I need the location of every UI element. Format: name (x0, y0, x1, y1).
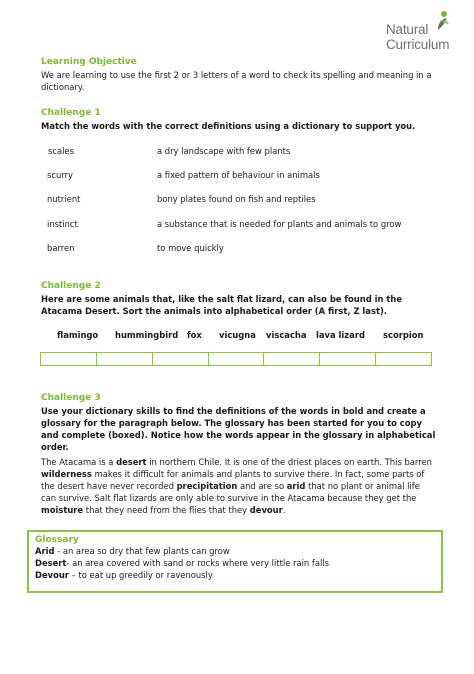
bold-word: desert (116, 457, 147, 467)
answer-box[interactable] (209, 353, 265, 365)
leaf-figure-icon (434, 10, 452, 32)
match-word: instinct (47, 219, 78, 229)
animal-word: scorpion (383, 330, 424, 340)
answer-box[interactable] (41, 353, 97, 365)
animal-word: flamingo (57, 330, 99, 340)
challenge2-heading: Challenge 2 (41, 281, 101, 291)
glossary-box (27, 530, 443, 593)
bold-word: precipitation (176, 481, 238, 491)
learning-objective-text: We are learning to use the first 2 or 3 letters of a word to check its spelling and meaning in a dictionary. (41, 70, 432, 92)
match-definition: to move quickly (157, 243, 224, 253)
animal-word: lava lizard (316, 330, 365, 340)
match-definition: a substance that is needed for plants and animals to grow (157, 219, 402, 229)
bold-word: devour (249, 505, 283, 515)
challenge1-instruction: Match the words with the correct definitions using a dictionary to support you. (41, 121, 416, 131)
glossary-heading: Glossary (35, 535, 79, 545)
challenge3-heading: Challenge 3 (41, 393, 101, 403)
answer-box[interactable] (320, 353, 376, 365)
animal-word: viscacha (266, 330, 307, 340)
animal-word: hummingbird (115, 330, 179, 340)
challenge2-instruction: Here are some animals that, like the salt flat lizard, can also be found in the Atacama Desert. Sort the animals into alphabetical order (A first, Z last). (41, 294, 403, 316)
match-definition: a dry landscape with few plants (157, 146, 291, 156)
answer-box[interactable] (153, 353, 209, 365)
animal-word: fox (187, 330, 202, 340)
glossary-entry: Devour – to eat up greedily or ravenously (35, 570, 213, 580)
alphabetical-order-boxes (40, 352, 432, 366)
challenge3-instruction: Use your dictionary skills to find the definitions of the words in bold and create a glossary for the paragraph below. The glossary has been started for you to copy and complete (boxed). Notice how the words appear in the glossary in alphabetical order. (41, 406, 436, 452)
challenge1-heading: Challenge 1 (41, 108, 101, 118)
animal-word: vicugna (219, 330, 256, 340)
glossary-entry: Arid - an area so dry that few plants can grow (35, 546, 230, 556)
bold-word: moisture (41, 505, 84, 515)
desert-paragraph: The Atacama is a desert in northern Chile. It is one of the driest places on earth. This barren wilderness makes it difficult for animals and plants to survive there. In fact, some parts of the desert have never recorded precipitation and are so arid that no plant or animal life can survive. Salt flat lizards are only able to survive in the Atacama because they get the moisture that they need from the flies that they devour. (41, 457, 432, 515)
match-word: barren (47, 243, 75, 253)
answer-box[interactable] (376, 353, 431, 365)
match-definition: bony plates found on fish and reptiles (157, 194, 316, 204)
bold-word: arid (286, 481, 306, 491)
learning-objective-heading: Learning Objective (41, 57, 137, 67)
match-word: scales (48, 146, 74, 156)
logo-line1: Natural (386, 22, 429, 37)
logo-line2: Curriculum (386, 37, 450, 52)
answer-box[interactable] (264, 353, 320, 365)
match-definition: a fixed pattern of behaviour in animals (157, 170, 320, 180)
bold-word: wilderness (41, 469, 92, 479)
natural-curriculum-logo (386, 10, 470, 56)
match-word: scurry (47, 170, 73, 180)
answer-box[interactable] (97, 353, 153, 365)
glossary-entry: Desert- an area covered with sand or rocks where very little rain falls (35, 558, 329, 568)
match-word: nutrient (47, 194, 81, 204)
